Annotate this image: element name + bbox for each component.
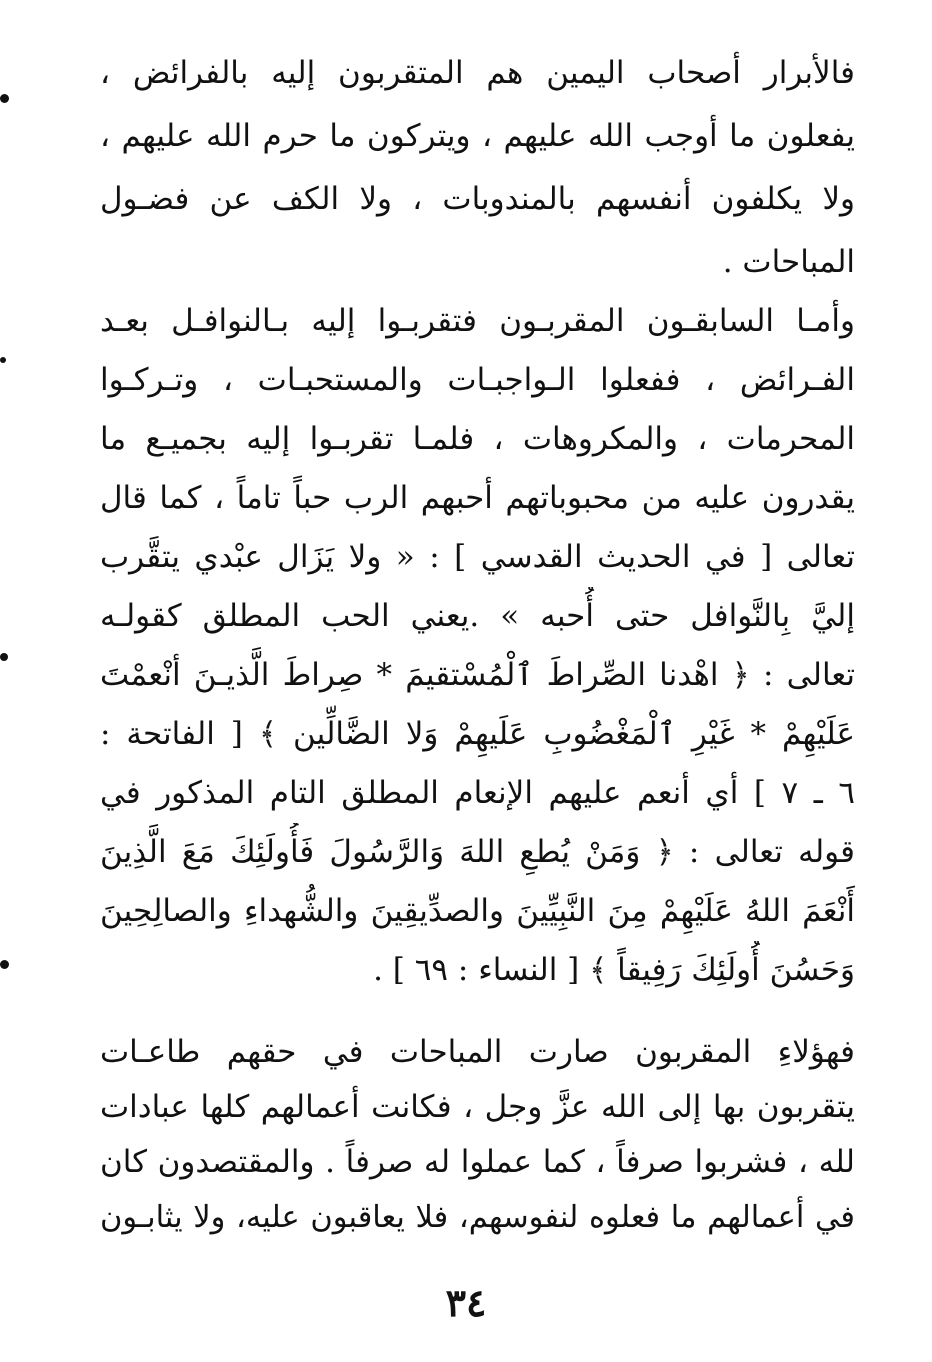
paragraph-2 <box>100 292 855 1000</box>
text-line: تعالى : ﴿ اهْدنا الصِّراطَ ٱلْمُسْتقيمَ * صِراطَ الَّذيـنَ أنْعمْتَ <box>100 657 855 693</box>
text-line: وأمـا السابقـون المقربـون فتقربـوا إليه بـالنوافـل بعـد <box>100 303 855 339</box>
text-line: فالأبرار أصحاب اليمين هم المتقربون إليه بالفرائض ، <box>100 55 855 91</box>
margin-mark <box>0 94 9 103</box>
text-line: عَلَيْهِمْ * غَيْرِ ٱلْمَغْضُوبِ عَلَيهِمْ وَلا الضَّالِّين ﴾ [ الفاتحة : <box>100 716 855 752</box>
margin-mark <box>0 653 8 661</box>
text-line: أَنْعَمَ اللهُ عَلَيْهِمْ مِنَ النَّبِيِّينَ والصدِّيقِينَ والشُّهداءِ والصالِحِينَ <box>100 893 855 929</box>
text-line: فهؤلاءِ المقربون صارت المباحات في حقهم طاعـات <box>100 1034 855 1070</box>
margin-mark <box>0 960 9 969</box>
text-line: ٦ ـ ٧ ] أي أنعم عليهم الإنعام المطلق التام المذكور في <box>100 775 855 811</box>
text-line: إليَّ بِالنَّوافل حتى أُحبه » .يعني الحب المطلق كقولـه <box>100 598 855 634</box>
margin-mark <box>0 357 6 363</box>
page-number: ٣٤ <box>445 1280 487 1325</box>
paragraph-1 <box>100 42 855 294</box>
text-line: ولا يكلفون أنفسهم بالمندوبات ، ولا الكف عن فضـول <box>100 181 855 217</box>
text-line: الفـرائض ، ففعلوا الـواجبـات والمستحبـات ، وتـركـوا <box>100 362 855 398</box>
text-line: قوله تعالى : ﴿ وَمَنْ يُطعِ اللهَ وَالرَّسُولَ فَأُولَئِكَ مَعَ الَّذِينَ <box>100 834 855 870</box>
text-line: يتقربون بها إلى الله عزَّ وجل ، فكانت أعمالهم كلها عبادات <box>100 1089 855 1125</box>
paragraph-3 <box>100 1025 855 1245</box>
text-line: لله ، فشربوا صرفاً ، كما عملوا له صرفاً . والمقتصدون كان <box>100 1144 855 1180</box>
text-line: يفعلون ما أوجب الله عليهم ، ويتركون ما حرم الله عليهم ، <box>100 118 855 154</box>
text-line: يقدرون عليه من محبوباتهم أحبهم الرب حباً تاماً ، كما قال <box>100 480 855 516</box>
text-line: تعالى [ في الحديث القدسي ] : « ولا يَزَال عبْدي يتقَّرب <box>100 539 855 575</box>
text-line: وَحَسُنَ أُولَئِكَ رَفِيقاً ﴾ [ النساء : ٦٩ ] . <box>373 952 855 988</box>
text-line: المباحات . <box>722 244 855 280</box>
text-line: في أعمالهم ما فعلوه لنفوسهم، فلا يعاقبون عليه، ولا يثابـون <box>100 1200 855 1235</box>
text-line: المحرمات ، والمكروهات ، فلمـا تقربـوا إليه بجميـع ما <box>100 421 855 457</box>
